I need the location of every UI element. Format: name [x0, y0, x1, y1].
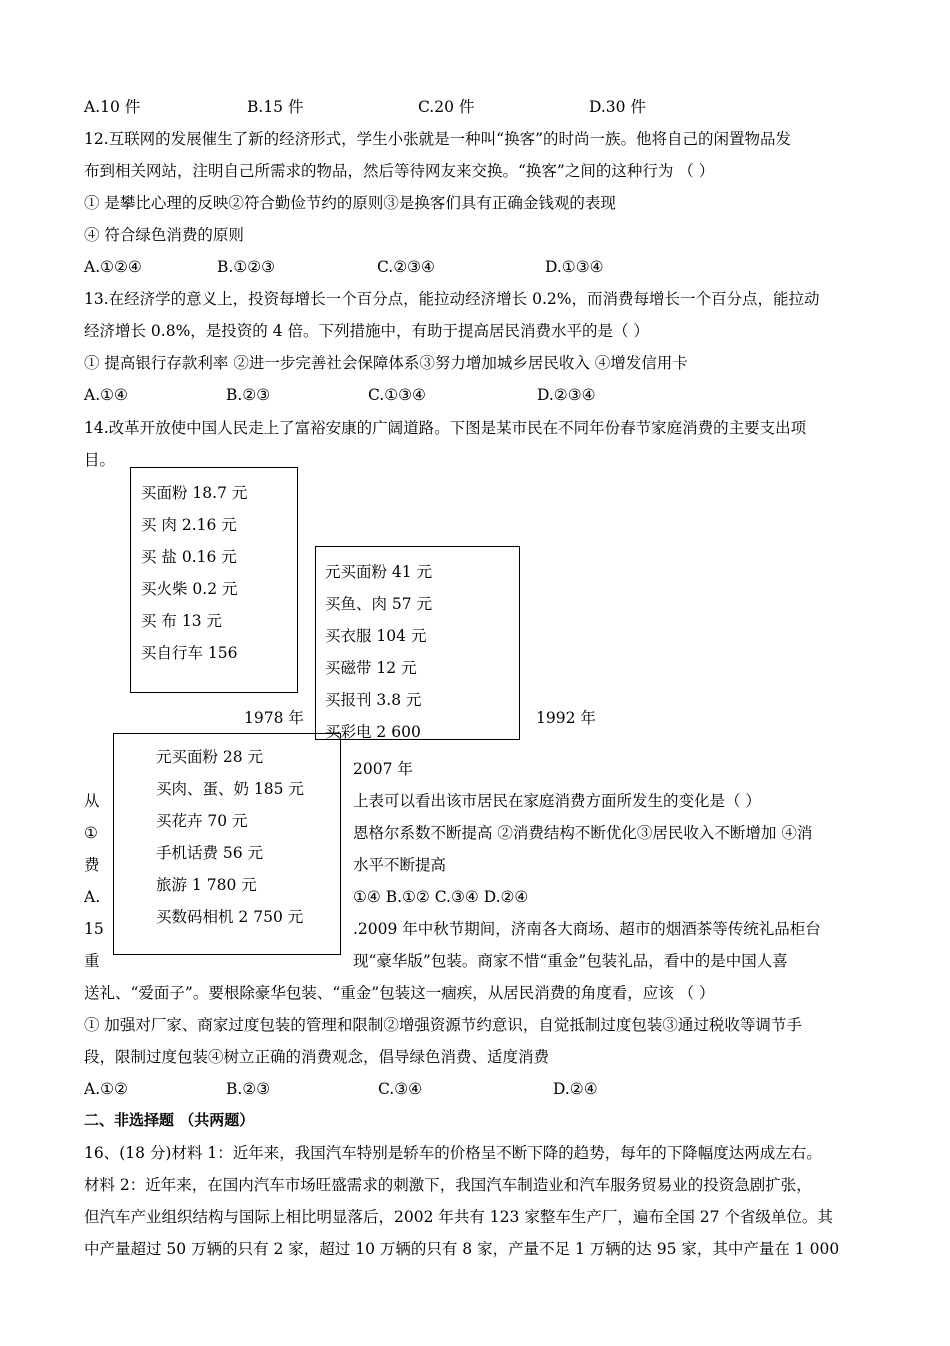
left-fragment: ① — [84, 824, 98, 842]
q12-option-c: C.②③④ — [377, 258, 435, 276]
expense-2007-item: 元买面粉 28 元 — [156, 748, 264, 766]
q16-material-line3: 但汽车产业组织结构与国际上相比明显落后，2002 年共有 123 家整车生产厂，遍布全国 27 个省级单位。其 — [84, 1208, 833, 1226]
q15-statements-line2: 段，限制过度包装④树立正确的消费观念，倡导绿色消费、适度消费 — [84, 1048, 550, 1066]
q11-option-d: D.30 件 — [589, 98, 646, 116]
q16-material-line1: 16、(18 分)材料 1：近年来，我国汽车特别是轿车的价格呈不断下降的趋势，每年的下降幅度达两成左右。 — [84, 1144, 822, 1162]
q14-stem-line1: 14.改革开放使中国人民走上了富裕安康的广阔道路。下图是某市民在不同年份春节家庭消费的主要支出项 — [84, 419, 807, 437]
expense-1992-item: 买鱼、肉 57 元 — [325, 595, 433, 613]
q13-option-a: A.①④ — [84, 386, 128, 404]
q14-statements-line1: 恩格尔系数不断提高 ②消费结构不断优化③居民收入不断增加 ④消 — [353, 824, 813, 842]
expense-1992-item: 买报刊 3.8 元 — [325, 691, 422, 709]
q12-stem-line1: 12.互联网的发展催生了新的经济形式，学生小张就是一种叫“换客”的时尚一族。他将自己的闲置物品发 — [84, 130, 792, 148]
q13-stem-line1: 13.在经济学的意义上，投资每增长一个百分点，能拉动经济增长 0.2%，而消费每增长一个百分点，能拉动 — [84, 290, 820, 308]
expense-2007-item: 旅游 1 780 元 — [156, 876, 257, 894]
q15-option-b: B.②③ — [226, 1080, 271, 1098]
q12-option-d: D.①③④ — [545, 258, 604, 276]
expense-1978-item: 买 盐 0.16 元 — [141, 548, 237, 566]
left-fragment: 从 — [84, 792, 100, 810]
q13-option-b: B.②③ — [226, 386, 271, 404]
q11-option-c: C.20 件 — [418, 98, 475, 116]
left-fragment: 费 — [84, 856, 100, 874]
year-label-2007: 2007 年 — [353, 760, 413, 778]
expense-2007-item: 买肉、蛋、奶 185 元 — [156, 780, 304, 798]
q13-statements: ① 提高银行存款利率 ②进一步完善社会保障体系③努力增加城乡居民收入 ④增发信用卡 — [84, 354, 688, 372]
q13-stem-line2: 经济增长 0.8%，是投资的 4 倍。下列措施中，有助于提高居民消费水平的是（ ） — [84, 322, 649, 340]
q11-option-a: A.10 件 — [84, 98, 141, 116]
q15-stem-line2: 现“豪华版”包装。商家不惜“重金”包装礼品，看中的是中国人喜 — [353, 952, 788, 970]
q16-material-line4: 中产量超过 50 万辆的只有 2 家，超过 10 万辆的只有 8 家，产量不足 1 万辆的达 95 家，其中产量在 1 000 — [84, 1240, 840, 1258]
expense-1992-item: 买彩电 2 600 — [325, 723, 421, 741]
q15-stem-line3: 送礼、“爱面子”。要根除豪华包装、“重金”包装这一痼疾，从居民消费的角度看，应该 （ ） — [84, 984, 715, 1002]
expense-1992-item: 买衣服 104 元 — [325, 627, 427, 645]
q14-question: 上表可以看出该市居民在家庭消费方面所发生的变化是（ ） — [353, 792, 761, 810]
q14-options: ①④ B.①② C.③④ D.②④ — [353, 888, 529, 906]
q14-stem-line2: 目。 — [84, 451, 116, 469]
year-label-1978: 1978 年 — [244, 709, 304, 727]
expense-2007-item: 买数码相机 2 750 元 — [156, 908, 304, 926]
expense-1978-item: 买 肉 2.16 元 — [141, 516, 237, 534]
q15-option-c: C.③④ — [378, 1080, 423, 1098]
q13-option-d: D.②③④ — [537, 386, 596, 404]
q12-option-a: A.①②④ — [84, 258, 142, 276]
expense-2007-item: 买花卉 70 元 — [156, 812, 248, 830]
left-fragment: 重 — [84, 952, 100, 970]
expense-1978-item: 买 布 13 元 — [141, 612, 223, 630]
q15-statements-line1: ① 加强对厂家、商家过度包装的管理和限制②增强资源节约意识，自觉抵制过度包装③通过税收等调节手 — [84, 1016, 802, 1034]
q15-stem-line1: .2009 年中秋节期间，济南各大商场、超市的烟酒茶等传统礼品柜台 — [353, 920, 821, 938]
q15-option-a: A.①② — [84, 1080, 128, 1098]
q14-statements-line2: 水平不断提高 — [353, 856, 447, 874]
section-heading: 二、非选择题 （共两题） — [84, 1111, 255, 1129]
q12-statements-line2: ④ 符合绿色消费的原则 — [84, 226, 244, 244]
expense-1978-item: 买面粉 18.7 元 — [141, 484, 248, 502]
expense-1992-item: 元买面粉 41 元 — [325, 563, 433, 581]
q16-material-line2: 材料 2：近年来，在国内汽车市场旺盛需求的刺激下，我国汽车制造业和汽车服务贸易业的投资急剧扩张， — [84, 1176, 812, 1194]
q12-statements-line1: ① 是攀比心理的反映②符合勤俭节约的原则③是换客们具有正确金钱观的表现 — [84, 194, 616, 212]
expense-1978-item: 买自行车 156 — [141, 644, 238, 662]
q13-option-c: C.①③④ — [368, 386, 426, 404]
left-fragment: A. — [84, 888, 101, 906]
q11-option-b: B.15 件 — [247, 98, 304, 116]
left-fragment: 15 — [84, 920, 104, 938]
expense-2007-item: 手机话费 56 元 — [156, 844, 264, 862]
q12-stem-line2: 布到相关网站，注明自己所需求的物品，然后等待网友来交换。“换客”之间的这种行为 （ ） — [84, 162, 715, 180]
expense-1978-item: 买火柴 0.2 元 — [141, 580, 238, 598]
q12-option-b: B.①②③ — [217, 258, 276, 276]
expense-1992-item: 买磁带 12 元 — [325, 659, 417, 677]
q15-option-d: D.②④ — [553, 1080, 598, 1098]
year-label-1992: 1992 年 — [536, 709, 596, 727]
